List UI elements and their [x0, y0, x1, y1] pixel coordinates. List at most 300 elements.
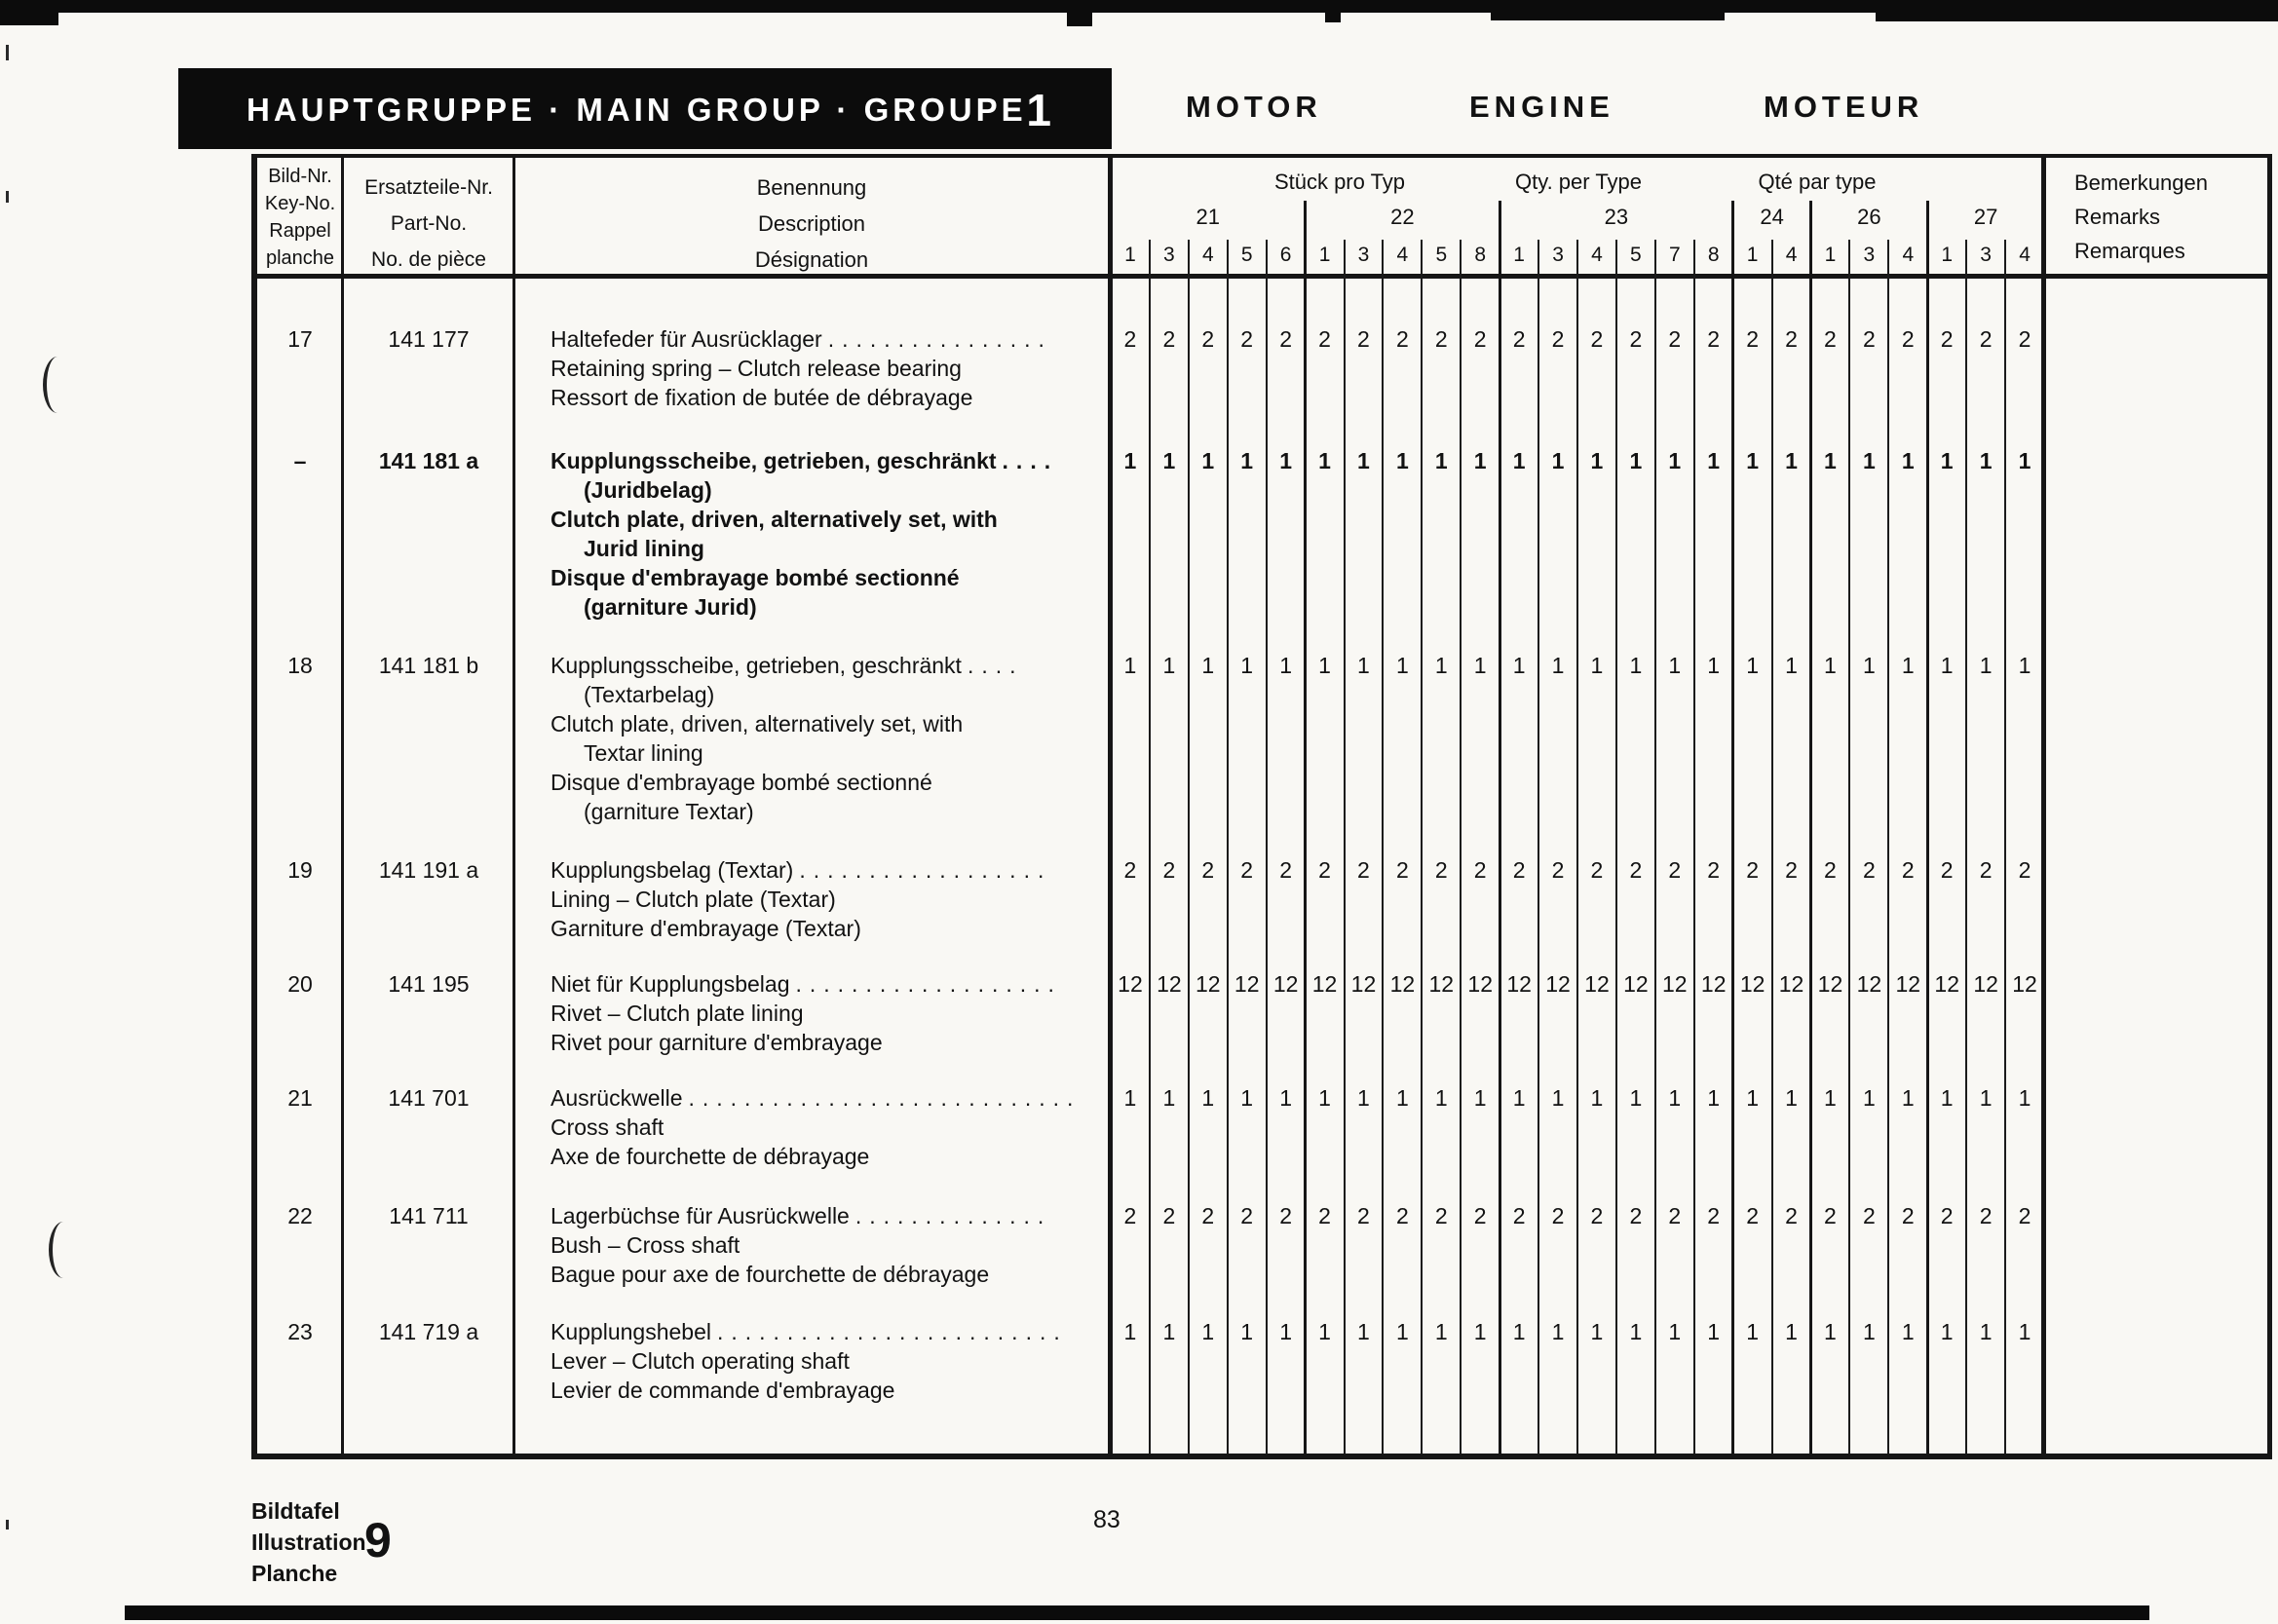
- qty-cell: 1: [1629, 653, 1643, 678]
- sub-col-label: 4: [1902, 244, 1915, 266]
- qty-cell: 12: [1623, 971, 1649, 997]
- part-number-cell: 141 191 a: [378, 857, 479, 883]
- qty-cell: 1: [1395, 448, 1409, 473]
- qty-cell: 1: [1434, 1085, 1448, 1111]
- qty-cell: 1: [1123, 448, 1137, 473]
- qty-cell: 1: [1240, 448, 1254, 473]
- qty-cell: 1: [1279, 1085, 1292, 1111]
- scan-artifact-edge-dash: [6, 191, 9, 203]
- qty-cell: 2: [1824, 857, 1837, 883]
- qty-cell: 1: [2018, 653, 2031, 678]
- qty-cell: 12: [1506, 971, 1532, 997]
- qty-cell: 1: [1979, 653, 1993, 678]
- description-text: Bush – Cross shaft: [551, 1232, 740, 1258]
- qty-cell: 1: [1162, 1319, 1176, 1344]
- description-line: [551, 885, 836, 914]
- qty-cell: 2: [1862, 326, 1876, 352]
- qty-cell: 2: [1123, 326, 1137, 352]
- qty-cell: 2: [1512, 1203, 1526, 1228]
- page-number: 83: [1093, 1506, 1120, 1533]
- qty-cell: 1: [1979, 1319, 1993, 1344]
- sub-col-label: 5: [1630, 244, 1642, 266]
- qty-cell: 12: [1311, 971, 1338, 997]
- qty-cell: 2: [1901, 326, 1915, 352]
- part-header-line: Part-No.: [390, 212, 468, 235]
- qty-cell: 2: [1979, 857, 1993, 883]
- qty-cell: 1: [1201, 448, 1215, 473]
- remarks-header-line: Remarks: [2074, 205, 2161, 229]
- key-cell: –: [293, 448, 307, 473]
- sub-col-label: 5: [1435, 244, 1448, 266]
- plate-caption-line: Bildtafel: [251, 1498, 340, 1524]
- key-header-line: Key-No.: [264, 193, 336, 214]
- qty-cell: 1: [1512, 653, 1526, 678]
- qty-cell: 2: [1979, 1203, 1993, 1228]
- description-text: Kupplungsbelag (Textar): [551, 857, 794, 883]
- sub-col-label: 5: [1240, 244, 1253, 266]
- description-header-line: Description: [757, 211, 866, 236]
- qty-cell: 12: [1118, 971, 1143, 997]
- qty-cell: 2: [1473, 857, 1487, 883]
- plate-number: 9: [364, 1513, 392, 1567]
- qty-cell: 2: [1434, 857, 1448, 883]
- part-header-line: No. de pièce: [371, 248, 486, 271]
- qty-cell: 2: [1279, 326, 1292, 352]
- qty-cell: 1: [1201, 653, 1215, 678]
- qty-cell: 1: [1862, 1319, 1876, 1344]
- qty-cell: 2: [1357, 857, 1370, 883]
- qty-cell: 12: [1389, 971, 1416, 997]
- type-group-label: 24: [1760, 205, 1784, 229]
- qty-cell: 2: [1668, 1203, 1682, 1228]
- qty-cell: 2: [1240, 1203, 1254, 1228]
- qty-cell: 2: [1123, 1203, 1137, 1228]
- part-number-cell: 141 181 a: [378, 448, 479, 473]
- description-text: Kupplungsscheibe, getrieben, geschränkt: [551, 653, 962, 678]
- qty-cell: 1: [1707, 653, 1721, 678]
- sub-col-label: 8: [1474, 244, 1487, 266]
- description-line: [551, 651, 1024, 680]
- description-line: [551, 999, 804, 1028]
- description-line: [551, 1346, 850, 1376]
- qty-cell: 1: [1162, 1085, 1176, 1111]
- qty-cell: 2: [1901, 857, 1915, 883]
- sub-col-label: 4: [1591, 244, 1603, 266]
- plate-caption-line: Planche: [251, 1561, 338, 1586]
- key-header-line: Rappel: [269, 220, 331, 242]
- qty-cell: 1: [1512, 1085, 1526, 1111]
- dot-leader: ....: [967, 653, 1024, 678]
- scan-artifact-blob: [0, 0, 58, 25]
- sub-col-label: 3: [1863, 244, 1876, 266]
- remarks-header-line: Remarques: [2074, 239, 2185, 263]
- qty-cell: 12: [1467, 971, 1493, 997]
- main-group-bar: [178, 68, 1112, 149]
- section-title-motor: MOTOR: [1186, 90, 1322, 124]
- qty-cell: 1: [1123, 653, 1137, 678]
- qty-cell: 1: [1512, 1319, 1526, 1344]
- qty-cell: 1: [1746, 653, 1759, 678]
- qty-cell: 1: [1357, 1085, 1370, 1111]
- description-text: Disque d'embrayage bombé sectionné: [551, 770, 932, 795]
- qty-cell: 1: [1707, 1319, 1721, 1344]
- description-text: Kupplungshebel: [551, 1319, 711, 1344]
- qty-cell: 2: [1512, 857, 1526, 883]
- qty-cell: 1: [1201, 1319, 1215, 1344]
- qty-cell: 12: [1157, 971, 1182, 997]
- qty-cell: 1: [1629, 1319, 1643, 1344]
- qty-cell: 1: [1590, 1319, 1604, 1344]
- description-text: Retaining spring – Clutch release bearing: [551, 356, 962, 381]
- type-group-label: 26: [1857, 205, 1881, 229]
- qty-cell: 1: [1590, 1085, 1604, 1111]
- qty-cell: 1: [1473, 1085, 1487, 1111]
- qty-cell: 12: [1545, 971, 1571, 997]
- qty-cell: 2: [1240, 857, 1254, 883]
- qty-cell: 1: [1668, 448, 1682, 473]
- qty-cell: 2: [1201, 326, 1215, 352]
- qty-cell: 12: [1778, 971, 1804, 997]
- qty-cell: 1: [1512, 448, 1526, 473]
- qty-cell: 1: [1395, 653, 1409, 678]
- qty-cell: 1: [1979, 448, 1993, 473]
- qty-cell: 1: [1123, 1319, 1137, 1344]
- qty-cell: 1: [2018, 448, 2031, 473]
- scan-artifact-edge-dash: [6, 45, 9, 60]
- qty-cell: 1: [1279, 448, 1292, 473]
- qty-cell: 2: [1707, 1203, 1721, 1228]
- qty-cell: 2: [1240, 326, 1254, 352]
- description-line: [551, 1260, 989, 1289]
- description-text: Haltefeder für Ausrücklager: [551, 326, 822, 352]
- qty-cell: 2: [1162, 1203, 1176, 1228]
- scan-artifact-paren-mark: [49, 1222, 78, 1278]
- key-header-line: planche: [265, 247, 335, 269]
- qty-cell: 12: [1934, 971, 1959, 997]
- dot-leader: ..............: [854, 1203, 1052, 1228]
- sub-col-label: 3: [1163, 244, 1175, 266]
- qty-cell: 2: [1824, 326, 1837, 352]
- sub-col-label: 1: [1746, 244, 1759, 266]
- description-line: [551, 505, 998, 534]
- qty-cell: 2: [1746, 857, 1759, 883]
- qty-cell: 2: [1824, 1203, 1837, 1228]
- qty-cell: 2: [1473, 1203, 1487, 1228]
- qty-cell: 2: [1940, 326, 1954, 352]
- qty-cell: 2: [1979, 326, 1993, 352]
- dot-leader: ................: [827, 326, 1052, 352]
- qty-cell: 1: [1357, 653, 1370, 678]
- qty-header-de: Stück pro Typ: [1273, 170, 1406, 194]
- sub-col-label: 1: [1824, 244, 1837, 266]
- qty-cell: 2: [1785, 857, 1798, 883]
- qty-cell: 2: [1862, 1203, 1876, 1228]
- qty-cell: 2: [1746, 326, 1759, 352]
- description-line: [551, 1376, 894, 1405]
- qty-cell: 1: [1629, 448, 1643, 473]
- qty-cell: 2: [1746, 1203, 1759, 1228]
- qty-cell: 2: [1473, 326, 1487, 352]
- qty-cell: 2: [1162, 326, 1176, 352]
- qty-cell: 2: [1590, 1203, 1604, 1228]
- key-cell: 21: [287, 1085, 313, 1111]
- description-line: [584, 592, 757, 622]
- qty-cell: 12: [1817, 971, 1843, 997]
- qty-cell: 2: [1707, 857, 1721, 883]
- qty-cell: 1: [1707, 1085, 1721, 1111]
- qty-cell: 1: [1979, 1085, 1993, 1111]
- description-line: [551, 446, 1058, 475]
- qty-cell: 2: [1201, 857, 1215, 883]
- description-text: Clutch plate, driven, alternatively set, with: [551, 507, 998, 532]
- description-text: Ausrückwelle: [551, 1085, 683, 1111]
- remarks-header-line: Bemerkungen: [2074, 170, 2208, 195]
- qty-cell: 1: [1746, 448, 1759, 473]
- qty-cell: 1: [1824, 653, 1837, 678]
- key-cell: 17: [287, 326, 313, 352]
- description-header-line: Benennung: [756, 175, 867, 200]
- dot-leader: ....: [1002, 448, 1059, 473]
- description-line: [551, 563, 960, 592]
- qty-cell: 12: [1234, 971, 1260, 997]
- qty-cell: 1: [1901, 1319, 1915, 1344]
- sub-col-label: 4: [1201, 244, 1214, 266]
- table-body: [257, 158, 2267, 1454]
- qty-cell: 1: [2018, 1319, 2031, 1344]
- qty-cell: 2: [1357, 326, 1370, 352]
- qty-cell: 1: [1551, 1085, 1565, 1111]
- description-line: [584, 797, 754, 826]
- description-text: Axe de fourchette de débrayage: [551, 1144, 870, 1169]
- qty-cell: 1: [1434, 653, 1448, 678]
- description-line: [551, 969, 1062, 999]
- qty-cell: 1: [1862, 1085, 1876, 1111]
- qty-cell: 1: [1240, 1085, 1254, 1111]
- type-group-label: 23: [1604, 205, 1629, 229]
- qty-cell: 12: [1973, 971, 1998, 997]
- sub-col-label: 3: [1980, 244, 1992, 266]
- qty-cell: 1: [1318, 1319, 1331, 1344]
- qty-cell: 1: [1590, 653, 1604, 678]
- qty-cell: 2: [1551, 326, 1565, 352]
- qty-cell: 1: [1279, 1319, 1292, 1344]
- qty-cell: 1: [1824, 1319, 1837, 1344]
- plate-caption-line: Illustration: [251, 1530, 366, 1555]
- qty-cell: 12: [1895, 971, 1921, 997]
- qty-cell: 12: [1700, 971, 1727, 997]
- qty-cell: 12: [2012, 971, 2037, 997]
- qty-cell: 2: [2018, 1203, 2031, 1228]
- qty-cell: 2: [1590, 326, 1604, 352]
- qty-cell: 1: [1434, 448, 1448, 473]
- description-line: [551, 768, 932, 797]
- qty-cell: 2: [1318, 857, 1331, 883]
- qty-cell: 2: [1162, 857, 1176, 883]
- qty-cell: 1: [1551, 448, 1565, 473]
- sub-col-label: 1: [1941, 244, 1954, 266]
- qty-cell: 2: [1668, 326, 1682, 352]
- description-line: [551, 354, 962, 383]
- scan-artifact-blob: [1067, 13, 1092, 26]
- qty-cell: 12: [1856, 971, 1882, 997]
- description-line: [551, 1113, 664, 1142]
- qty-cell: 2: [1395, 1203, 1409, 1228]
- qty-cell: 1: [1395, 1085, 1409, 1111]
- description-text: Textar lining: [584, 740, 703, 766]
- qty-cell: 1: [1785, 1319, 1798, 1344]
- qty-cell: 2: [2018, 857, 2031, 883]
- qty-cell: 1: [1162, 448, 1176, 473]
- qty-cell: 2: [1201, 1203, 1215, 1228]
- qty-cell: 1: [1940, 1085, 1954, 1111]
- dot-leader: ..................: [799, 857, 1052, 883]
- description-text: Lagerbüchse für Ausrückwelle: [551, 1203, 850, 1228]
- main-group-number: 1: [1026, 85, 1051, 135]
- description-line: [551, 709, 963, 738]
- qty-cell: 1: [1785, 653, 1798, 678]
- description-line: [551, 1142, 869, 1171]
- qty-cell: 1: [1473, 448, 1487, 473]
- description-text: Lining – Clutch plate (Textar): [551, 887, 836, 912]
- parts-table: [251, 154, 2272, 1459]
- description-text: Jurid lining: [584, 536, 704, 561]
- qty-header-en: Qty. per Type: [1514, 170, 1643, 194]
- qty-cell: 2: [1512, 326, 1526, 352]
- sub-col-label: 3: [1552, 244, 1564, 266]
- type-group-label: 27: [1973, 205, 1998, 229]
- description-line: [584, 738, 703, 768]
- key-cell: 23: [287, 1319, 313, 1344]
- description-text: (garniture Textar): [584, 799, 754, 824]
- qty-cell: 2: [1434, 326, 1448, 352]
- key-cell: 19: [287, 857, 313, 883]
- main-group-label: HAUPTGRUPPE · MAIN GROUP · GROUPE: [247, 92, 1027, 128]
- qty-cell: 1: [1824, 448, 1837, 473]
- description-line: [551, 914, 861, 943]
- description-line: [584, 475, 712, 505]
- qty-cell: 2: [1940, 1203, 1954, 1228]
- description-line: [584, 680, 714, 709]
- description-text: Clutch plate, driven, alternatively set, with: [551, 711, 964, 736]
- qty-cell: 2: [1590, 857, 1604, 883]
- qty-cell: 1: [1551, 1319, 1565, 1344]
- scan-artifact-blob: [1325, 13, 1341, 22]
- scan-artifact-blob: [1491, 13, 1725, 20]
- description-line: [551, 1317, 1068, 1346]
- sub-col-label: 4: [1396, 244, 1409, 266]
- scan-artifact-paren-mark: [43, 357, 72, 413]
- qty-cell: 1: [1746, 1085, 1759, 1111]
- description-text: Garniture d'embrayage (Textar): [551, 916, 861, 941]
- qty-cell: 1: [1940, 448, 1954, 473]
- qty-cell: 2: [1395, 326, 1409, 352]
- qty-cell: 1: [1318, 448, 1331, 473]
- key-cell: 20: [287, 971, 313, 997]
- description-text: Bague pour axe de fourchette de débrayage: [551, 1262, 990, 1287]
- qty-cell: 1: [1785, 1085, 1798, 1111]
- qty-cell: 1: [1668, 1085, 1682, 1111]
- qty-cell: 2: [1707, 326, 1721, 352]
- description-text: Rivet – Clutch plate lining: [551, 1001, 804, 1026]
- qty-cell: 2: [1629, 1203, 1643, 1228]
- description-line: [551, 1201, 1051, 1230]
- qty-cell: 1: [1901, 653, 1915, 678]
- qty-cell: 1: [1940, 653, 1954, 678]
- description-text: (Textarbelag): [584, 682, 715, 707]
- qty-cell: 1: [1707, 448, 1721, 473]
- sub-col-label: 4: [1785, 244, 1798, 266]
- qty-cell: 2: [2018, 326, 2031, 352]
- qty-cell: 1: [1785, 448, 1798, 473]
- qty-cell: 2: [1668, 857, 1682, 883]
- scan-artifact-bottom-bar: [125, 1605, 2149, 1620]
- qty-cell: 12: [1272, 971, 1299, 997]
- qty-cell: 2: [1785, 1203, 1798, 1228]
- type-group-label: 21: [1196, 205, 1221, 229]
- qty-cell: 1: [1824, 1085, 1837, 1111]
- qty-cell: 1: [1862, 448, 1876, 473]
- qty-cell: 1: [1434, 1319, 1448, 1344]
- description-text: (Juridbelag): [584, 477, 712, 503]
- sub-col-label: 1: [1513, 244, 1525, 266]
- qty-cell: 1: [1279, 653, 1292, 678]
- description-line: [551, 855, 1051, 885]
- qty-cell: 1: [1746, 1319, 1759, 1344]
- dot-leader: .........................: [716, 1319, 1068, 1344]
- qty-cell: 2: [1318, 1203, 1331, 1228]
- qty-cell: 2: [1279, 1203, 1292, 1228]
- qty-cell: 1: [1123, 1085, 1137, 1111]
- qty-cell: 1: [1473, 653, 1487, 678]
- qty-cell: 1: [1240, 1319, 1254, 1344]
- qty-cell: 12: [1428, 971, 1455, 997]
- dot-leader: ............................: [688, 1085, 1082, 1111]
- qty-cell: 2: [1318, 326, 1331, 352]
- qty-cell: 2: [1785, 326, 1798, 352]
- qty-cell: 2: [1629, 857, 1643, 883]
- qty-cell: 1: [1862, 653, 1876, 678]
- qty-cell: 1: [1201, 1085, 1215, 1111]
- qty-cell: 12: [1739, 971, 1765, 997]
- qty-cell: 1: [1590, 448, 1604, 473]
- scan-artifact-blob: [1876, 13, 2278, 21]
- qty-cell: 12: [1661, 971, 1688, 997]
- qty-cell: 1: [1629, 1085, 1643, 1111]
- key-header-line: Bild-Nr.: [268, 166, 332, 187]
- qty-cell: 2: [1434, 1203, 1448, 1228]
- qty-cell: 1: [1240, 653, 1254, 678]
- scan-artifact-top-strip: [0, 0, 2278, 13]
- dot-leader: ...................: [795, 971, 1062, 997]
- description-line: [584, 534, 704, 563]
- description-text: Ressort de fixation de butée de débrayage: [551, 385, 973, 410]
- qty-cell: 12: [1350, 971, 1377, 997]
- description-text: Kupplungsscheibe, getrieben, geschränkt: [551, 448, 997, 473]
- qty-cell: 1: [1668, 653, 1682, 678]
- qty-cell: 12: [1584, 971, 1610, 997]
- qty-cell: 1: [1318, 653, 1331, 678]
- description-line: [551, 1230, 740, 1260]
- part-number-cell: 141 177: [388, 326, 470, 352]
- qty-cell: 1: [2018, 1085, 2031, 1111]
- description-text: Levier de commande d'embrayage: [551, 1378, 895, 1403]
- key-cell: 18: [287, 653, 313, 678]
- section-title-moteur: MOTEUR: [1764, 90, 1924, 124]
- key-cell: 22: [287, 1203, 313, 1228]
- sub-col-label: 8: [1707, 244, 1720, 266]
- description-text: Niet für Kupplungsbelag: [551, 971, 790, 997]
- section-title-engine: ENGINE: [1469, 90, 1614, 124]
